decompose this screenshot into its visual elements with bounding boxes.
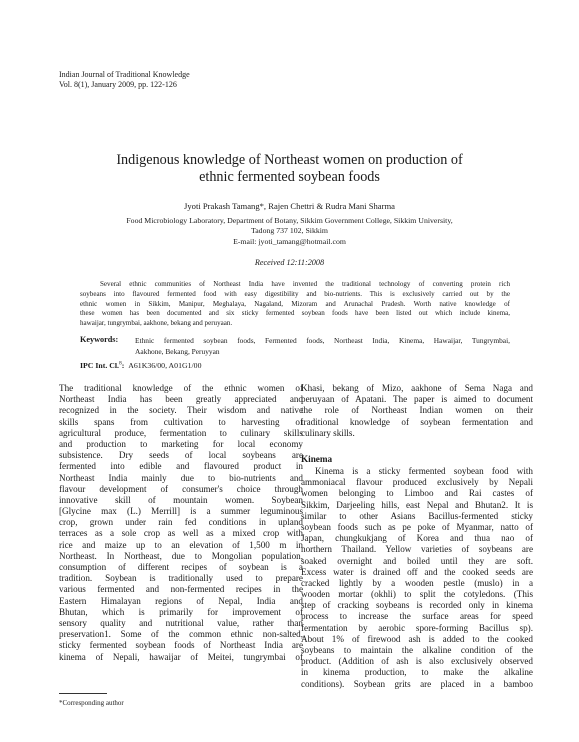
body-line: rice and maize up to an elevation of 1,500 m in	[59, 539, 303, 550]
abstract-line: ethnic women in Sikkim, Manipur, Meghalaya, Nagaland, Mizoram and Arunachal Pradesh. Worth native knowledge of	[80, 299, 510, 308]
body-line: soaked overnight and boiled until they are soft.	[301, 555, 533, 566]
body-line: ammoniacal flavour produced exclusively by Nepali	[301, 477, 533, 488]
body-line: Eastern Himalayan regions of Nepal, India and	[59, 595, 303, 606]
body-line: sensory quality and nutritional value, rather than	[59, 617, 303, 628]
body-line: preservation1. Some of the common ethnic non-salted,	[59, 629, 303, 640]
body-line: cracked lightly by a wooden pestle (muslo) in a	[301, 577, 533, 588]
body-line: Bhutan, which is primarily for improvement of	[59, 606, 303, 617]
affiliation	[0, 216, 579, 247]
affiliation-line-2: Tadong 737 102, Sikkim	[251, 226, 328, 236]
ipc-classification: IPC Int. Cl.$^8$: A61K36/00, A01G1/00	[80, 360, 202, 370]
body-line: Excess water is drained off and the cooked seeds are	[301, 566, 533, 577]
received-date: Received 12:11:2008	[254, 258, 325, 267]
body-line: Northeast India has been greatly appreciated and	[59, 394, 303, 405]
body-line: [Glycine max (L.) Merrill] is a summer leguminous	[59, 506, 303, 517]
body-line: About 1% of firewood ash is added to the cooked	[301, 633, 533, 644]
body-line: Northeast India mainly due to bio-nutrients and	[59, 472, 303, 483]
paper-title	[0, 152, 579, 186]
body-line: soybeans to maintain the alkaline condition of the	[301, 645, 533, 655]
authors: Jyoti Prakash Tamang*, Rajen Chettri & Rudra Mani Sharma	[184, 201, 395, 211]
body-line: flavour development of consumer's choice through	[59, 483, 303, 494]
body-line: recognized in the society. Their wisdom and native	[59, 405, 303, 416]
body-right-column-kinema	[301, 466, 533, 690]
abstract-line: soybeans into flavoured fermented food with easy digestibility and bio-nutrients. This is exclusively carried out by the	[80, 289, 510, 298]
ipc-sup: 8	[119, 360, 122, 367]
keywords-text	[135, 336, 510, 357]
body-line: product. (Addition of ash is also exclusively observed	[301, 656, 533, 667]
journal-issue: Vol. 8(1), January 2009, pp. 122-126	[59, 79, 177, 89]
body-line: the role of Northeast Indian women on their	[301, 405, 533, 416]
body-line: traditional knowledge of soybean fermentation and	[301, 416, 533, 427]
body-line: consumption of different recipes of soybean is a	[59, 562, 303, 572]
body-line: wooden mortar (okhli) to split the cotyledons. (This	[301, 589, 533, 600]
section-heading-kinema: Kinema	[301, 454, 333, 464]
footnote-rule	[59, 693, 107, 694]
body-line: tradition. Soybean is traditionally used to prepare	[59, 573, 303, 584]
title-line-1: Indigenous knowledge of Northeast women on production of	[116, 152, 463, 168]
journal-header	[59, 70, 190, 89]
body-left-column	[59, 383, 303, 663]
keywords-label: Keywords:	[80, 335, 119, 344]
body-line: step of cracking soybeans is recorded only in kinema	[301, 600, 533, 611]
body-line: process to increase the surface areas for speed	[301, 611, 533, 622]
body-line: innovative skill of mountain women. Soybean	[59, 494, 303, 505]
ipc-value: A61K36/00, A01G1/00	[128, 361, 202, 370]
abstract-line: these women has been documented and six sticky fermented soybean foods have been listed out which include kinema,	[80, 309, 510, 318]
body-line: peruyaan of Apatani. The paper is aimed to document	[301, 394, 533, 405]
body-line: crop, grown under rain fed conditions in upland	[59, 517, 303, 528]
body-line: similar to other Asians Bacillus-fermented sticky	[301, 510, 533, 521]
body-line: fermentation by aerobic spore-forming Bacillus sp).	[301, 622, 533, 633]
body-line: subsistence. Dry seeds of local soybeans are	[59, 450, 303, 461]
body-line: various fermented and non-fermented recipes in the	[59, 584, 303, 595]
ipc-label: IPC Int. Cl.	[80, 361, 119, 370]
title-line-2: ethnic fermented soybean foods	[199, 169, 380, 185]
body-line: skills spans from cultivation to harvesting of	[59, 416, 303, 427]
body-line: Kinema is a sticky fermented soybean food with	[315, 466, 533, 476]
body-line: Japan, chungkukjang of Korea and thua nao of	[301, 533, 533, 544]
footnote: *Corresponding author	[59, 699, 124, 707]
body-line: terraces as a sole crop as well as a mixed crop with	[59, 528, 303, 539]
body-line: agricultural produce, fermentation to culinary skills	[59, 427, 303, 438]
keywords-line-1: Ethnic fermented soybean foods, Fermented foods, Northeast India, Kinema, Hawaijar, Tungrymbai,	[135, 336, 510, 345]
affiliation-line-1: Food Microbiology Laboratory, Department of Botany, Sikkim Government College, Sikkim University,	[126, 216, 453, 225]
keywords-line-2: Aakhone, Bekang, Peruyyan	[135, 346, 220, 356]
body-line: conditions). Soybean grits are placed in a bamboo	[301, 678, 533, 689]
body-line: sticky fermented soybean foods of Northeast India are	[59, 640, 303, 651]
body-right-column-intro	[301, 383, 533, 439]
abstract	[80, 280, 510, 329]
body-line: The traditional knowledge of the ethnic women of	[59, 383, 303, 393]
body-line: culinary skills.	[301, 427, 355, 438]
body-line: kinema of Nepali, hawaijar of Meitei, tungrymbai of	[59, 651, 303, 662]
body-line: fermented into edible and flavoured product in	[59, 461, 303, 472]
body-line: in kinema production, to make the alkaline	[301, 667, 533, 678]
abstract-line: hawaijar, tungrymbai, aakhone, bekang and peruyaan.	[80, 319, 233, 328]
body-line: women belonging to Limboo and Rai castes of	[301, 488, 533, 499]
author-email: E-mail: jyoti_tamang@hotmail.com	[233, 236, 346, 246]
body-line: and production to marketing for local economy	[59, 438, 303, 449]
body-line: Khasi, bekang of Mizo, aakhone of Sema Naga and	[301, 383, 533, 393]
abstract-line: Several ethnic communities of Northeast India have invented the traditional technology of converting protein rich	[100, 280, 510, 288]
body-line: Sikkim, Darjeeling hills, east Nepal and Bhutan2. It is	[301, 499, 533, 510]
body-line: Northeast. In Northeast, due to Mongolian population,	[59, 550, 303, 561]
journal-name: Indian Journal of Traditional Knowledge	[59, 70, 190, 79]
body-line: northern Thailand. Yellow varieties of soybeans are	[301, 544, 533, 555]
body-line: soybean foods such as pe poke of Myanmar, natto of	[301, 521, 533, 532]
